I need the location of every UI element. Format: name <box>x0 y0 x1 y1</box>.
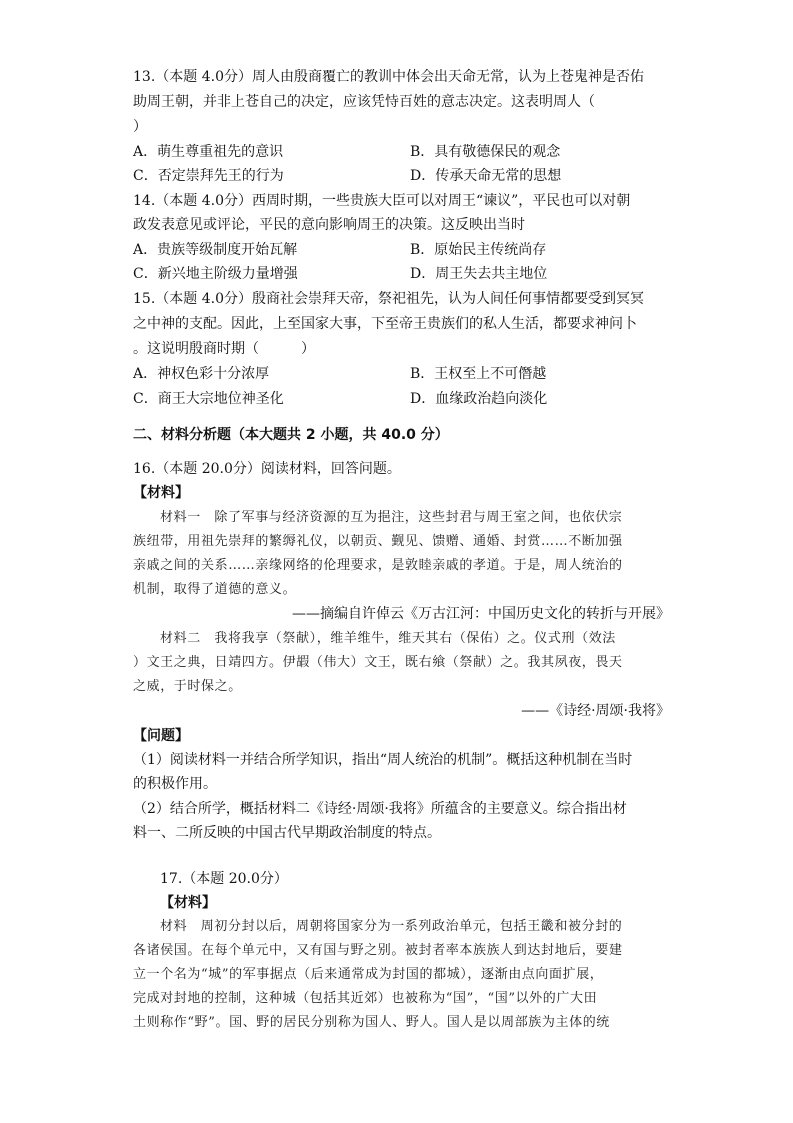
q15-option-c[interactable]: C．商王大宗地位神圣化 <box>133 391 284 407</box>
q16-material-2-line-3: 之威，于时保之。 <box>133 679 242 694</box>
q17-material-line-2: 各诸侯国。在每个单元中，又有国与野之别。被封者率本族族人到达封地后，要建 <box>133 943 623 958</box>
q15-stem-line-2: 之中神的支配。因此，上至国家大事，下至帝王贵族们的私人生活，都要求神问卜 <box>133 316 637 332</box>
q13-option-d[interactable]: D．传承天命无常的思想 <box>410 168 562 184</box>
q15-option-a[interactable]: A．神权色彩十分浓厚 <box>133 366 270 382</box>
q15-stem-line-3: 。这说明殷商时期（ ） <box>133 341 315 357</box>
q15-option-b[interactable]: B．王权至上不可僭越 <box>410 366 547 382</box>
q13-option-b[interactable]: B．具有敬德保民的观念 <box>410 144 561 160</box>
q15-stem-line-1: 15.（本题 4.0分）殷商社会崇拜天帝，祭祀祖先，认为人间任何事情都要受到冥冥 <box>133 291 644 307</box>
q15-option-d[interactable]: D．血缘政治趋向淡化 <box>410 391 548 407</box>
q14-option-b[interactable]: B．原始民主传统尚存 <box>410 242 547 258</box>
q13-option-c[interactable]: C．否定崇拜先王的行为 <box>133 168 284 184</box>
q16-part-1-line-1: （1）阅读材料一并结合所学知识，指出“周人统治的机制”。概括这种机制在当时 <box>133 752 633 768</box>
q16-material-label: 【材料】 <box>133 485 189 501</box>
q16-material-2-source: ——《诗经·周颂·我将》 <box>521 703 670 719</box>
q16-material-1-line-1: 材料一 除了军事与经济资源的互为挹注，这些封君与周王室之间，也依伏宗 <box>160 510 623 525</box>
q17-header: 17.（本题 20.0分） <box>160 871 288 887</box>
q14-option-a[interactable]: A．贵族等级制度开始瓦解 <box>133 242 298 258</box>
q13-stem-line-2: 助周王朝，并非上苍自己的决定，应该凭恃百姓的意志决定。这表明周人（ <box>133 94 595 110</box>
q14-option-d[interactable]: D．周王失去共主地位 <box>410 266 548 282</box>
q13-stem-line-3: ） <box>133 119 147 135</box>
q16-material-1-line-2: 族纽带，用祖先崇拜的繁缛礼仪，以朝贡、觐见、馈赠、通婚、封赏……不断加强 <box>133 534 623 549</box>
q16-material-1-line-3: 亲戚之间的关系……亲缘网络的伦理要求，是敦睦亲戚的孝道。于是，周人统治的 <box>133 558 623 573</box>
section-2-title: 二、材料分析题（本大题共 2 小题，共 40.0 分） <box>133 427 449 443</box>
q16-material-2-line-2: ）文王之典，日靖四方。伊嘏（伟大）文王，既右飨（祭献）之。我其夙夜，畏天 <box>133 655 623 670</box>
q16-material-1-line-4: 机制，取得了道德的意义。 <box>133 582 297 597</box>
q16-part-1-line-2: 的积极作用。 <box>133 776 217 792</box>
q16-part-2-line-1: （2）结合所学，概括材料二《诗经·周颂·我将》所蕴含的主要意义。综合指出材 <box>133 801 627 817</box>
q16-material-2-line-1: 材料二 我将我享（祭献），维羊维牛，维天其右（保佑）之。仪式刑（效法 <box>160 631 616 646</box>
q16-part-2-line-2: 料一、二所反映的中国古代早期政治制度的特点。 <box>133 825 441 841</box>
q17-material-line-4: 完成对封地的控制，这种城（包括其近郊）也被称为“国”，“国”以外的广大田 <box>133 991 598 1006</box>
q13-option-a[interactable]: A．萌生尊重祖先的意识 <box>133 144 284 160</box>
q16-header: 16.（本题 20.0分）阅读材料，回答问题。 <box>133 461 401 477</box>
q14-option-c[interactable]: C．新兴地主阶级力量增强 <box>133 266 298 282</box>
q17-material-line-3: 立一个名为“城”的军事据点（后来通常成为封国的都城），逐渐由点向面扩展， <box>133 967 604 982</box>
q14-stem-line-2: 政发表意见或评论，平民的意向影响周王的决策。这反映出当时 <box>133 217 525 233</box>
q16-question-label: 【问题】 <box>133 728 189 744</box>
q13-stem-line-1: 13.（本题 4.0分）周人由殷商覆亡的教训中体会出天命无常，认为上苍鬼神是否佑 <box>133 69 644 85</box>
q17-material-line-5: 土则称作“野”。国、野的居民分别称为国人、野人。国人是以周部族为主体的统 <box>133 1015 610 1030</box>
q17-material-line-1: 材料 周初分封以后，周朝将国家分为一系列政治单元，包括王畿和被分封的 <box>160 919 623 934</box>
q14-stem-line-1: 14.（本题 4.0分）西周时期，一些贵族大臣可以对周王“谏议”，平民也可以对朝 <box>133 193 631 209</box>
q17-material-label: 【材料】 <box>160 895 216 911</box>
q16-material-1-source: ——摘编自许倬云《万古江河：中国历史文化的转折与开展》 <box>292 606 670 622</box>
